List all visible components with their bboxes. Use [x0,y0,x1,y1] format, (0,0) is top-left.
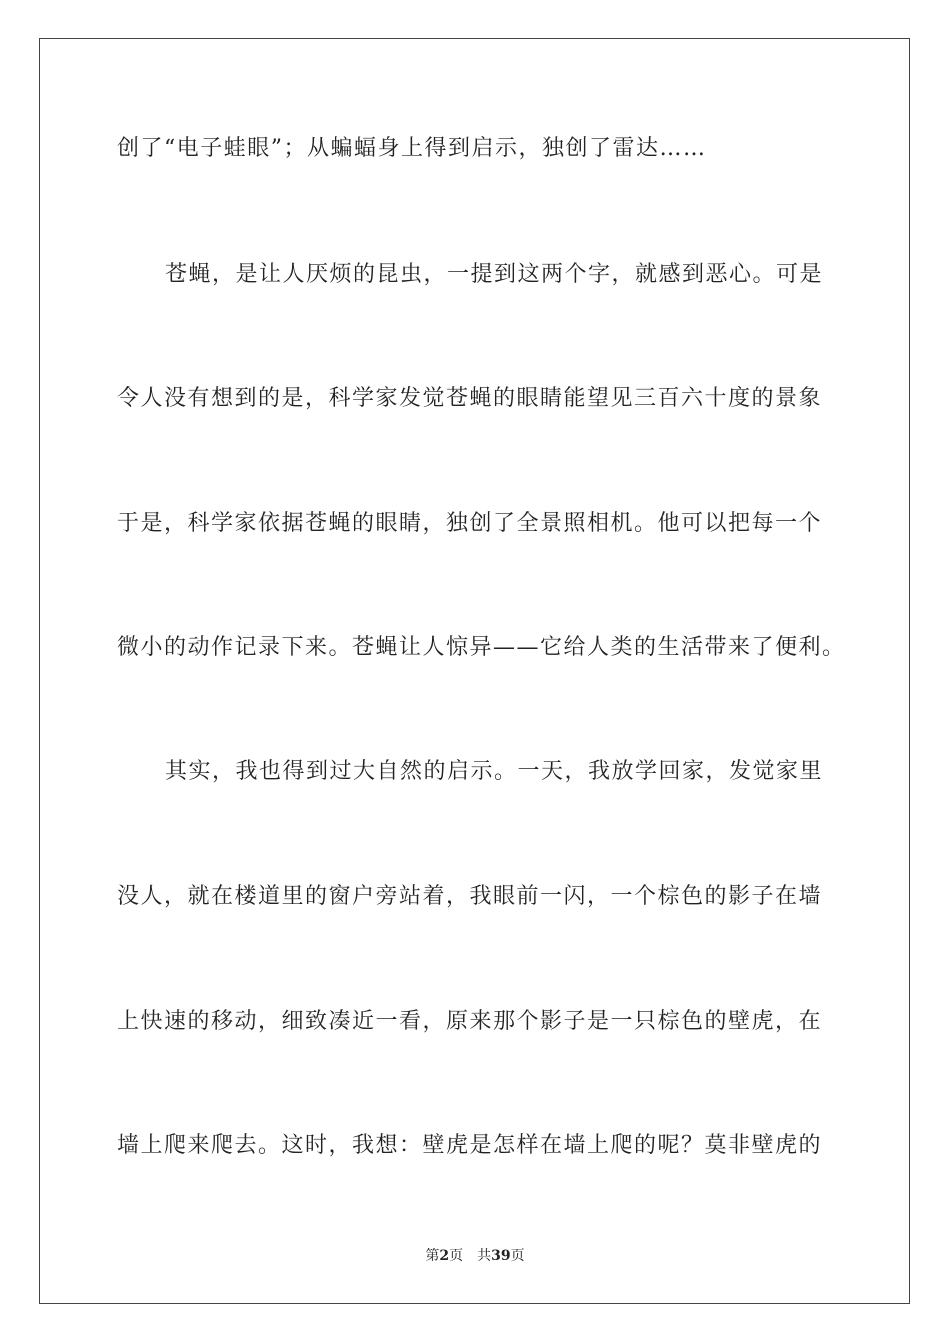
text-line-9: 墙上爬来爬去。这时，我想：壁虎是怎样在墙上爬的呢？莫非壁虎的 [117,1133,823,1158]
text-line-8: 上快速的移动，细致凑近一看，原来那个影子是一只棕色的壁虎，在 [117,1009,823,1034]
total-pages: 39 [491,1248,511,1264]
text-line-3: 令人没有想到的是，科学家发觉苍蝇的眼睛能望见三百六十度的景象 [117,386,823,411]
total-prefix: 共 [477,1248,492,1264]
text-line-5: 微小的动作记录下来。苍蝇让人惊异——它给人类的生活带来了便利。 [117,635,846,660]
text-line-7: 没人，就在楼道里的窗户旁站着，我眼前一闪，一个棕色的影子在墙 [117,884,823,909]
page-footer [0,1247,950,1265]
text-line-1: 创了“电子蛙眼”；从蝙蝠身上得到启示，独创了雷达…… [117,136,707,161]
page-border [39,38,910,1304]
page-suffix: 页 [449,1248,464,1264]
page-prefix: 第 [425,1248,440,1264]
paragraph-start-line-6: 其实，我也得到过大自然的启示。一天，我放学回家，发觉家里 [165,759,824,784]
paragraph-start-line-2: 苍蝇，是让人厌烦的昆虫，一提到这两个字，就感到恶心。可是 [165,262,824,287]
page-number: 2 [439,1248,450,1264]
text-line-4: 于是，科学家依据苍蝇的眼睛，独创了全景照相机。他可以把每一个 [117,511,823,536]
total-suffix: 页 [510,1248,525,1264]
